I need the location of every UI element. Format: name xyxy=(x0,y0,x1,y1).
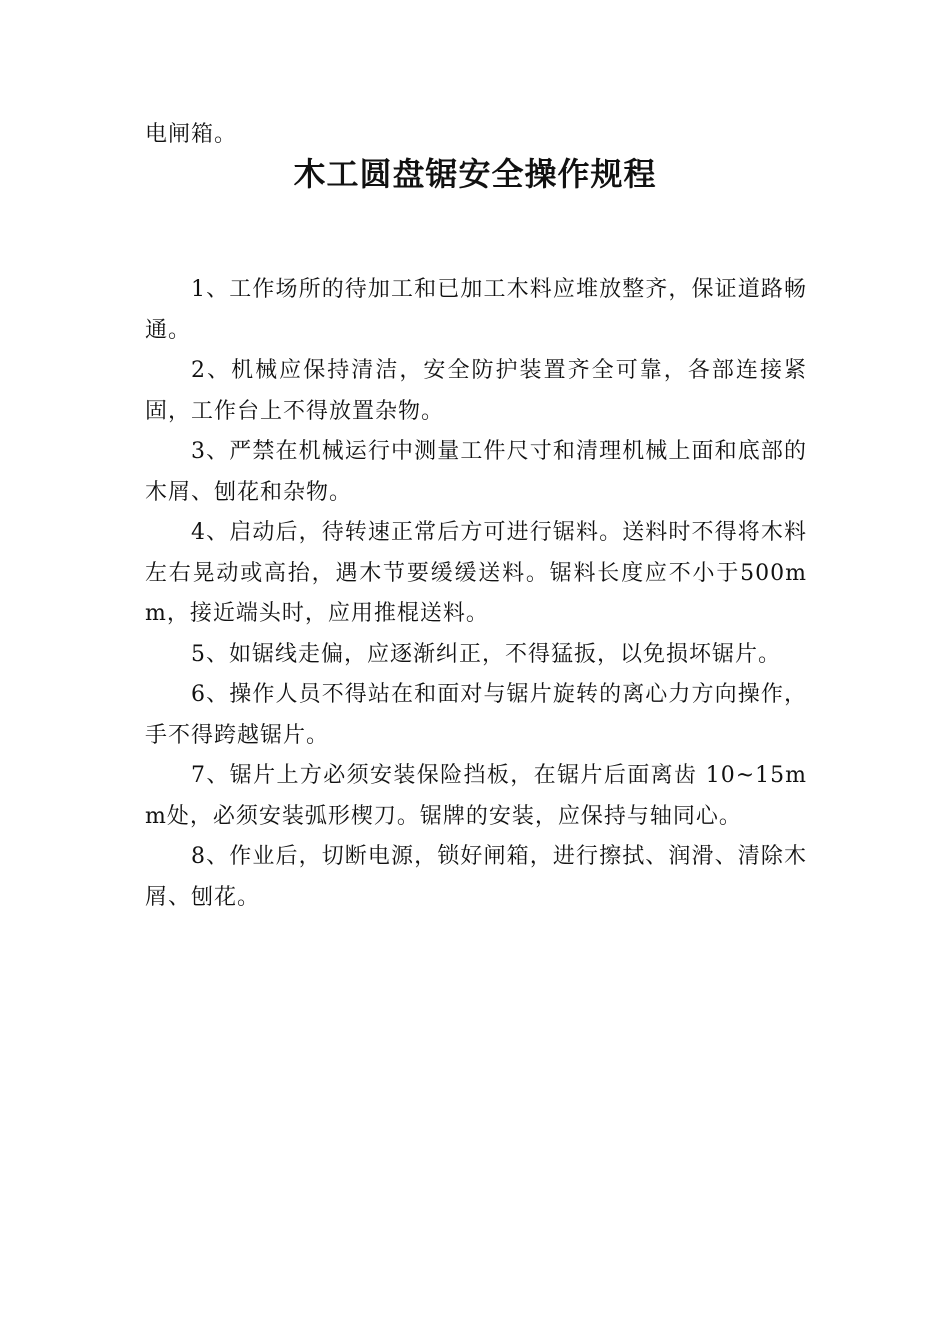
rule-item-8: 8、作业后，切断电源，锁好闸箱，进行擦拭、润滑、清除木屑、刨花。 xyxy=(145,844,807,910)
rule-item-2: 2、机械应保持清洁，安全防护装置齐全可靠，各部连接紧固，工作台上不得放置杂物。 xyxy=(145,358,807,424)
rule-item-5: 5、如锯线走偏，应逐渐纠正，不得猛扳，以免损坏锯片。 xyxy=(191,641,781,667)
carry-over-text: 电闸箱。 xyxy=(145,122,238,147)
rule-item-6: 6、操作人员不得站在和面对与锯片旋转的离心力方向操作，手不得跨越锯片。 xyxy=(145,682,807,748)
rule-item-4: 4、启动后，待转速正常后方可进行锯料。送料时不得将木料左右晃动或高抬，遇木节要缓缓送料。锯料长度应不小于500mm，接近端头时，应用推棍送料。 xyxy=(145,520,807,626)
rule-item-1: 1、工作场所的待加工和已加工木料应堆放整齐，保证道路畅通。 xyxy=(145,277,807,343)
rule-item-7: 7、锯片上方必须安装保险挡板，在锯片后面离齿 10~15mm处，必须安装弧形楔刀。锯牌的安装，应保持与轴同心。 xyxy=(145,763,807,829)
rules-list xyxy=(145,270,807,918)
rule-item-3: 3、严禁在机械运行中测量工件尺寸和清理机械上面和底部的木屑、刨花和杂物。 xyxy=(145,439,807,505)
page-title: 木工圆盘锯安全操作规程 xyxy=(293,155,657,193)
